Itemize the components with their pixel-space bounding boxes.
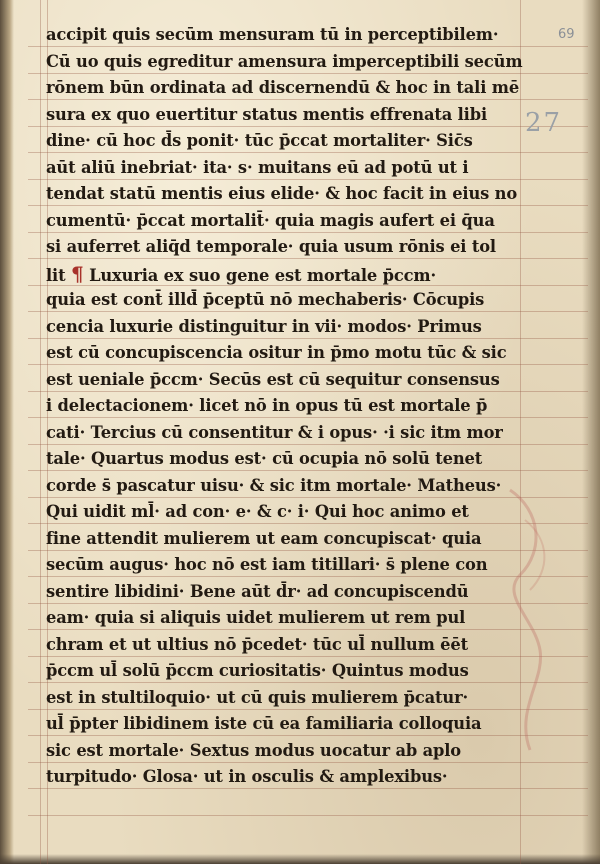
manuscript-line: cati· Tercius cū consentitur & i opus· ·i sic itm mor (46, 422, 503, 442)
manuscript-line: est in stultiloquio· ut cū quis mulierem p̄catur· (46, 687, 469, 707)
manuscript-line: est ueniale p̄ccm· Secūs est cū sequitur consensus (46, 369, 500, 389)
manuscript-line: p̄ccm ul̄ solū p̄ccm curiositatis· Quintus modus (46, 661, 469, 680)
rubric-paragraph-mark: ¶ (70, 261, 84, 286)
manuscript-line: quia est cont̄ illd̄ p̄ceptū nō mechaberis· Cōcupis (46, 290, 485, 309)
manuscript-line: turpitudo· Glosa· ut in osculis & amplexibus· (46, 767, 448, 786)
manuscript-line: fine attendit mulierem ut eam concupiscat· quia (46, 528, 482, 548)
manuscript-line: tale· Quartus modus est· cū ocupia nō solū tenet (46, 449, 483, 468)
manuscript-line: Cū uo quis egreditur amensura imperceptibili secūm (46, 51, 523, 71)
manuscript-line: tendat statū mentis eius elide· & hoc facit in eius no (46, 184, 518, 203)
manuscript-line: accipit quis secūm mensuram tū in perceptibilem· (46, 25, 499, 44)
manuscript-line: est cū concupiscencia ositur in p̄mo motu tūc & sic (46, 343, 507, 362)
manuscript-line: eam· quia si aliquis uidet mulierem ut rem pul (46, 608, 466, 627)
margin-note: 27 (525, 108, 563, 138)
manuscript-line: cencia luxurie distinguitur in vii· modos· Primus (46, 316, 482, 336)
manuscript-line: Qui uidit ml̄· ad con· e· & c· i· Qui hoc animo et (46, 502, 469, 521)
ruling-horizontal (28, 815, 588, 816)
binding-gutter (0, 0, 14, 864)
manuscript-line: sura ex quo euertitur status mentis effrenata libi (46, 104, 487, 124)
manuscript-line: cumentū· p̄ccat mortalit̄· quia magis aufert ei q̄ua (46, 210, 495, 230)
manuscript-line: si auferret aliq̄d temporale· quia usum rōnis ei tol (46, 237, 496, 256)
manuscript-line: i delectacionem· licet nō in opus tū est mortale p̄ (46, 396, 488, 415)
manuscript-line: secūm augus· hoc nō est iam titillari· s̄ plene con (46, 555, 488, 574)
manuscript-line: rōnem būn ordinata ad discernendū & hoc in tali mē (46, 78, 520, 97)
manuscript-line: ul̄ p̄pter libidinem iste cū ea familiaria colloquia (46, 714, 482, 733)
manuscript-line: chram et ut ultius nō p̄cedet· tūc ul̄ nullum ēēt (46, 634, 468, 654)
manuscript-line: aūt aliū inebriat· ita· s· muitans eū ad potū ut i (46, 157, 469, 177)
manuscript-line: sic est mortale· Sextus modus uocatur ab aplo (46, 740, 462, 760)
manuscript-line: corde s̄ pascatur uisu· & sic itm mortale· Matheus· (46, 475, 502, 495)
manuscript-line: sentire libidini· Bene aūt d̄r· ad concupiscendū (46, 581, 469, 601)
manuscript-line: dine· cū hoc d̄s ponit· tūc p̄ccat mortaliter· Sic̄s (46, 131, 473, 150)
manuscript-line: lit ¶ Luxuria ex suo gene est mortale p̄ccm· (46, 261, 436, 286)
page-bottom-shadow (0, 854, 600, 864)
manuscript-text-block (46, 20, 526, 789)
folio-number: 69 (558, 27, 575, 42)
